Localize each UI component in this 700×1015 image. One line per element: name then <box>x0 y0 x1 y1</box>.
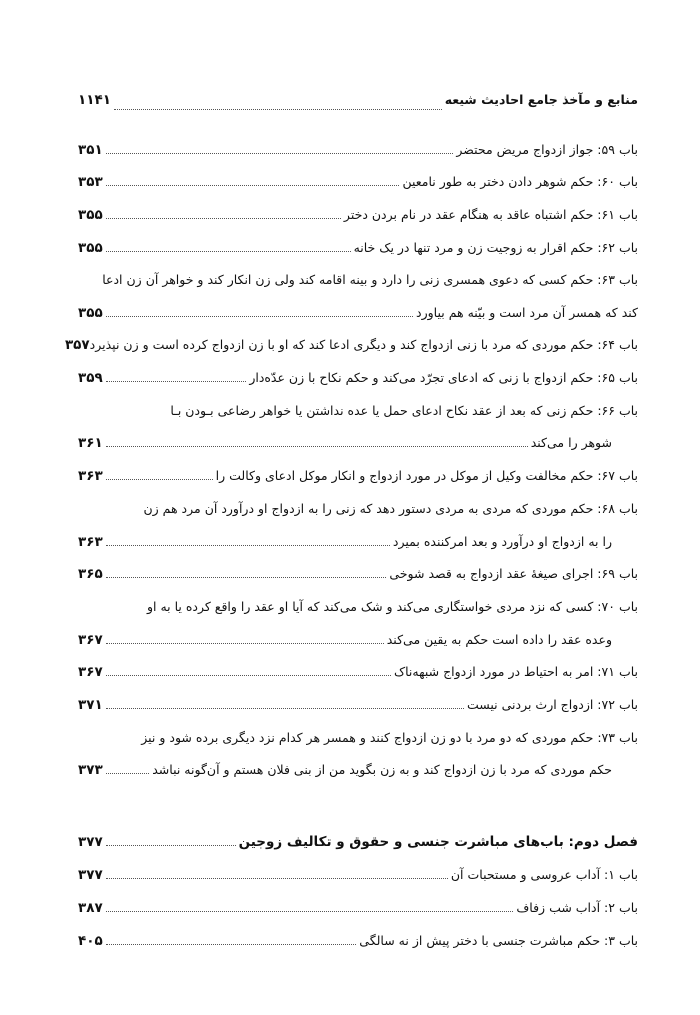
toc-page <box>64 92 638 949</box>
entry-title: کند که همسر آن مرد است و بیّنه هم بیاورد <box>416 305 638 320</box>
toc-entry-line <box>78 867 638 883</box>
toc-entry-line <box>78 534 638 550</box>
toc-entry-line <box>78 142 638 158</box>
entry-page-number: ۳۶۳ <box>78 468 103 484</box>
toc-entry-line <box>78 370 638 386</box>
entry-title: باب ۳: حکم مباشرت جنسی با دختر پیش از نه سالگی <box>359 933 638 948</box>
toc-entry-line <box>78 174 638 190</box>
toc-entry-line <box>78 933 638 949</box>
leader-dots <box>106 944 357 945</box>
leader-dots <box>106 878 448 879</box>
toc-entry-line <box>78 599 638 614</box>
entry-page-number: ۳۵۳ <box>78 174 103 190</box>
entry-page-number: ۳۵۱ <box>78 142 103 158</box>
leader-dots <box>106 577 387 578</box>
toc-entry-line <box>78 566 638 582</box>
leader-dots <box>106 845 236 846</box>
leader-dots <box>106 316 413 317</box>
toc-entry-line <box>78 207 638 223</box>
toc-entry-line <box>78 632 638 648</box>
entry-page-number: ۳۶۷ <box>78 632 103 648</box>
toc-entry-line <box>78 305 638 321</box>
leader-dots <box>106 643 384 644</box>
entry-title: باب ۶۵: حکم ازدواج با زنی که ادعای تجرّد می‌کند و حکم نکاح با زن عدّه‌دار <box>249 370 638 385</box>
entry-title: باب ۶۳: حکم کسی که دعوی همسری زنی را دارد و بینه اقامه کند ولی زن انکار کند و خواهر آن زن ادعا <box>102 272 638 287</box>
entry-page-number: ۳۵۹ <box>78 370 103 386</box>
entry-title: باب ۶۴: حکم موردی که مرد با زنی ازدواج کند و دیگری ادعا کند که او با زن ازدواج کرده است و زن نپذیرد <box>89 337 638 352</box>
toc-entry-line <box>78 403 638 418</box>
entry-page-number: ۳۷۳ <box>78 762 103 778</box>
leader-dots <box>106 251 351 252</box>
toc-entry-line <box>78 501 638 516</box>
entry-title: باب ۶۸: حکم موردی که مردی به مردی دستور دهد که زنی را به ازدواج او درآورد آن مرد هم زن <box>143 501 638 516</box>
entry-title: باب ۲: آداب شب زفاف <box>516 900 638 915</box>
entry-page-number: ۴۰۵ <box>78 933 103 949</box>
leader-dots <box>106 446 528 447</box>
entry-page-number: ۳۵۵ <box>78 240 103 256</box>
leader-dots <box>114 109 442 110</box>
entry-title: را به ازدواج او درآورد و بعد امرکننده بمیرد <box>392 534 612 549</box>
leader-dots <box>106 773 150 774</box>
toc-entry-line <box>78 435 638 451</box>
entry-title: باب ۶۰: حکم شوهر دادن دختر به طور نامعین <box>402 174 638 189</box>
entry-page-number: ۳۵۷ <box>64 337 90 353</box>
toc-entry-line <box>78 900 638 916</box>
entry-page-number: ۳۵۵ <box>78 305 103 321</box>
section-title: فصل دوم: باب‌های مباشرت جنسی و حقوق و تکالیف زوجین <box>238 834 638 850</box>
section-heading <box>78 834 638 850</box>
leader-dots <box>106 153 454 154</box>
entry-title: باب ۷۱: امر به احتیاط در مورد ازدواج شبهه‌ناک <box>393 664 638 679</box>
entry-title: باب ۶۶: حکم زنی که بعد از عقد نکاح ادعای حمل یا عده نداشتن یا خواهر رضاعی بـودن بـا <box>170 403 638 418</box>
entry-page-number: ۳۶۷ <box>78 664 103 680</box>
leader-dots <box>106 479 213 480</box>
header-page-number: ۱۱۴۱ <box>78 92 111 108</box>
toc-entry-line <box>78 272 638 287</box>
entry-title: شوهر را می‌کند <box>530 435 612 450</box>
entry-page-number: ۳۷۱ <box>78 697 103 713</box>
section-page-number: ۳۷۷ <box>78 834 103 850</box>
entry-title: باب ۶۲: حکم اقرار به زوجیت زن و مرد تنها در یک خانه <box>353 240 638 255</box>
toc-entry-line <box>78 468 638 484</box>
entry-title: باب ۱: آداب عروسی و مستحبات آن <box>450 867 638 882</box>
entry-page-number: ۳۷۷ <box>78 867 103 883</box>
toc-entry-line <box>78 762 638 778</box>
leader-dots <box>106 675 391 676</box>
running-header <box>78 92 638 114</box>
toc-entry-line <box>64 337 638 353</box>
leader-dots <box>106 218 341 219</box>
entry-title: حکم موردی که مرد با زن ازدواج کند و به زن بگوید من از بنی فلان هستم و آن‌گونه نباشد <box>152 762 612 777</box>
entry-title: وعده عقد را داده است حکم به یقین می‌کند <box>386 632 612 647</box>
toc-entry-line <box>78 664 638 680</box>
leader-dots <box>106 381 247 382</box>
entry-page-number: ۳۶۳ <box>78 534 103 550</box>
toc-entry-line <box>78 730 638 745</box>
entry-title: باب ۷۲: ازدواج ارث بردنی نیست <box>466 697 638 712</box>
entry-title: باب ۷۰: کسی که نزد مردی خواستگاری می‌کند و شک می‌کند که آیا او عقد را واقع کرده یا به او <box>146 599 638 614</box>
toc-entry-line <box>78 697 638 713</box>
leader-dots <box>106 911 514 912</box>
entry-page-number: ۳۸۷ <box>78 900 103 916</box>
leader-dots <box>106 708 464 709</box>
entry-title: باب ۷۳: حکم موردی که دو مرد با دو زن ازدواج کنند و همسر هر کدام نزد دیگری برده شود و نیز <box>141 730 638 745</box>
entry-page-number: ۳۵۵ <box>78 207 103 223</box>
entry-title: باب ۶۱: حکم اشتباه عاقد به هنگام عقد در نام بردن دختر <box>343 207 638 222</box>
header-title: منابع و مآخذ جامع احادیث شیعه <box>444 92 638 107</box>
entry-title: باب ۶۹: اجرای صیغهٔ عقد ازدواج به قصد شوخی <box>389 566 638 581</box>
leader-dots <box>106 185 400 186</box>
toc-entry-line <box>78 240 638 256</box>
leader-dots <box>106 545 390 546</box>
entry-page-number: ۳۶۱ <box>78 435 103 451</box>
entry-title: باب ۵۹: جواز ازدواج مریض محتضر <box>456 142 638 157</box>
entry-title: باب ۶۷: حکم مخالفت وکیل از موکل در مورد ازدواج و انکار موکل ادعای وکالت را <box>215 468 638 483</box>
entry-page-number: ۳۶۵ <box>78 566 103 582</box>
